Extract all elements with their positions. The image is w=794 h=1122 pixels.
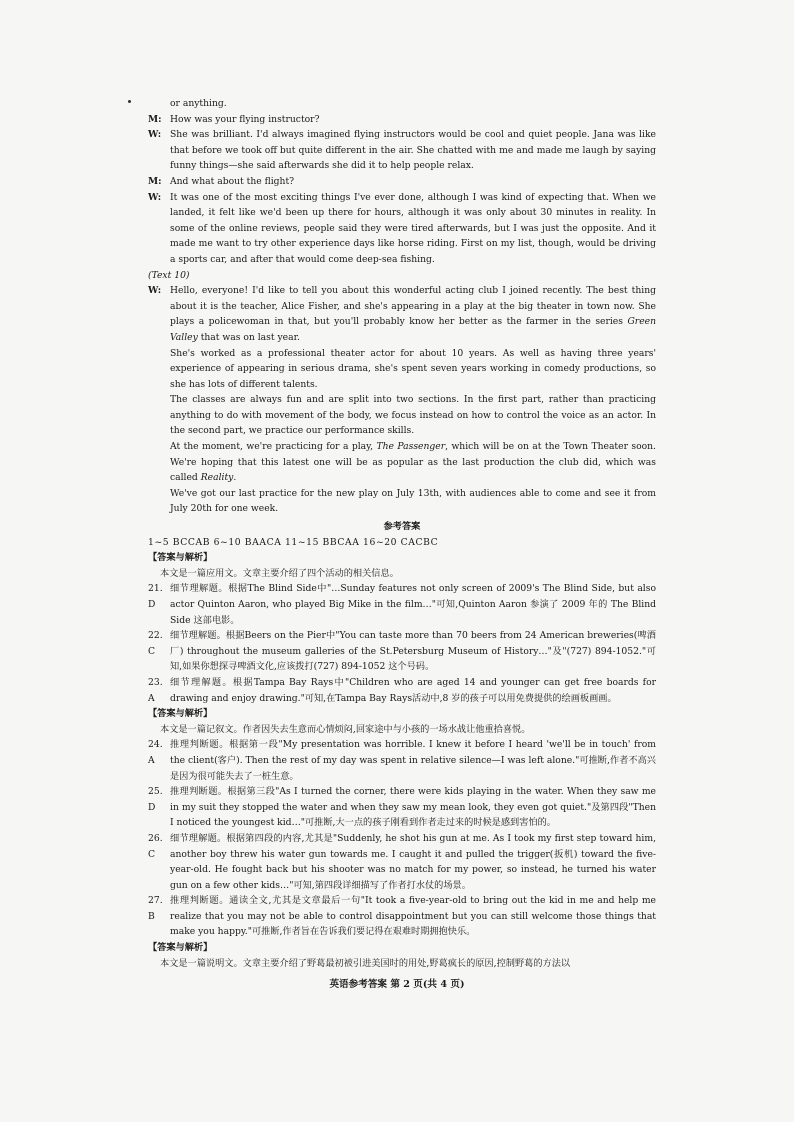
text-10-label: (Text 10)	[148, 269, 190, 281]
text-10-para-3: The classes are always fun and are split into two sections. In the first part, rather than practicing anything to do with movement of the body, we focus instead on how to control the voice as an actor. In the second part, we practice our performance skills.	[170, 394, 656, 437]
last-tail: .	[233, 472, 237, 484]
page-content	[148, 96, 656, 971]
question-number: 24. A	[148, 739, 163, 766]
transcript-text: or anything.	[170, 98, 227, 109]
answers-title: 参考答案	[383, 521, 421, 533]
last-production-name: Reality	[200, 472, 234, 484]
question-number: 21. D	[148, 583, 163, 610]
play-name: The Passenger	[376, 441, 446, 453]
text-10-paragraph	[148, 283, 656, 345]
question-25	[148, 784, 656, 831]
transcript-line	[148, 96, 656, 112]
question-explanation: 推理判断题。根据第一段"My presentation was horrible. I knew it before I heard 'we'll be in touch' from the client(客户). Then the rest of my day was spent in relative silence—I was left alone."可推断,作者不高兴是因为很可能失去了一桩生意。	[170, 739, 656, 782]
text-10-intro	[170, 283, 656, 345]
section-heading: 【答案与解析】	[148, 942, 213, 954]
question-explanation: 推理判断题。通读全文,尤其是文章最后一句"It took a five-year-old to bring out the kid in me and help me realize that you may not be able to control disappointment but you can still welcome those things that make you happy."可推断,作者旨在告诉我们要记得在艰难时期拥抱快乐。	[170, 895, 656, 938]
section-heading: 【答案与解析】	[148, 708, 213, 720]
section-intro: 本文是一篇记叙文。作者因失去生意而心情烦闷,回家途中与小孩的一场水战让他重拾喜悦。	[160, 723, 531, 735]
question-27	[148, 893, 656, 940]
question-number: 23. A	[148, 676, 163, 704]
text-10-para-4	[148, 439, 656, 486]
transcript-line	[148, 127, 656, 174]
question-explanation: 细节理解题。根据第四段的内容,尤其是"Suddenly, he shot his gun at me. As I took my first step toward him, another boy threw his water gun towards me. I caught it and pulled the trigger(扳机) toward the five-year-old. He fought back but his shooter was no match for my power, so instead, he turned his water gun on a few other kids…"可知,第四段详细描写了作者打水仗的场景。	[170, 832, 656, 891]
section-intro: 本文是一篇说明文。文章主要介绍了野葛最初被引进美国时的用处,野葛疯长的原因,控制野葛的方法以	[160, 957, 571, 969]
question-21	[148, 581, 656, 628]
transcript-line	[148, 174, 656, 190]
page-footer: 英语参考答案 第 2 页(共 4 页)	[329, 979, 465, 990]
bullet-dot	[128, 100, 131, 103]
speaker-label: W:	[148, 285, 162, 297]
section-heading: 【答案与解析】	[148, 552, 213, 564]
series-tail: that was on last year.	[197, 331, 300, 343]
answer-keys: 1~5 BCCAB 6~10 BAACA 11~15 BBCAA 16~20 CACBC	[148, 536, 439, 548]
transcript-line	[148, 112, 656, 128]
play-tail: , which will be on at the Town Theater soon. We're hoping that this latest one will be as popular as the last production the club did, which was called	[170, 441, 656, 484]
section-intro: 本文是一篇应用文。文章主要介绍了四个活动的相关信息。	[160, 567, 399, 579]
question-explanation: 细节理解题。根据Tampa Bay Rays中"Children who are aged 14 and younger can get free boards for drawing and enjoy drawing."可知,在Tampa Bay Rays活动中,8 岁的孩子可以用免费提供的绘画板画画。	[170, 676, 656, 704]
transcript-text: And what about the flight?	[170, 175, 295, 187]
question-23	[148, 675, 656, 706]
transcript-line	[148, 190, 656, 268]
text-10-para-1: Hello, everyone! I'd like to tell you about this wonderful acting club I joined recently. The best thing about it is the teacher, Alice Fisher, and she's appearing in a play at the big theater in town now. She plays a policewoman in that, but you'll probably know her better as the farmer in the series	[170, 285, 656, 328]
question-26	[148, 831, 656, 893]
transcript-text: She was brilliant. I'd always imagined flying instructors would be cool and quiet people. Jana was like that before we took off but quite different in the air. She chatted with me and made me laugh by saying funny things—she said afterwards she did it to help people relax.	[170, 129, 656, 172]
text-10-para-2: She's worked as a professional theater actor for about 10 years. As well as having three years' experience of appearing in serious drama, she's spent seven years working in comedy productions, so she has lots of different talents.	[170, 347, 656, 390]
question-explanation: 细节理解题。根据The Blind Side中"…Sunday features not only screen of 2009's The Blind Side, but also actor Quinton Aaron, who played Big Mike in the film…"可知,Quinton Aaron 参演了 2009 年的 The Blind Side 这部电影。	[170, 583, 656, 626]
question-number: 26. C	[148, 832, 163, 860]
speaker-label: W:	[148, 191, 162, 203]
transcript-text: How was your flying instructor?	[170, 113, 320, 125]
speaker-label: W:	[148, 129, 162, 141]
text-10-para-4-start: At the moment, we're practicing for a play,	[170, 441, 377, 453]
question-22	[148, 628, 656, 675]
text-10-para-5: We've got our last practice for the new play on July 13th, with audiences able to come and see it from July 20th for one week.	[170, 487, 656, 515]
transcript-text: It was one of the most exciting things I've ever done, although I was kind of expecting that. When we landed, it felt like we'd been up there for hours, although it was only about 30 minutes in reality. In some of the online reviews, people said they were tired afterwards, but I was just the opposite. And it made me want to try other experience days like horse riding. First on my list, though, would be driving a sports car, and after that would come deep-sea fishing.	[170, 191, 656, 265]
question-number: 27. B	[148, 895, 163, 922]
speaker-label: M:	[148, 113, 162, 125]
series-name: Green Valley	[170, 316, 656, 343]
question-number: 25. D	[148, 786, 163, 813]
question-explanation: 细节理解题。根据Beers on the Pier中"You can taste more than 70 beers from 24 American breweries(啤酒厂) throughout the museum galleries of the St.Petersburg Museum of History…"及"(727) 894-1052."可知,如果你想探寻啤酒文化,应该拨打(727) 894-1052 这个号码。	[170, 630, 656, 673]
question-explanation: 推理判断题。根据第三段"As I turned the corner, there were kids playing in the water. When they saw me in my suit they stopped the water and when they saw my mean look, they even got quiet."及第四段"Then I noticed the youngest kid…"可推断,大一点的孩子刚看到作者走过来的时候是感到害怕的。	[170, 786, 656, 829]
speaker-label: M:	[148, 175, 162, 187]
question-number: 22. C	[148, 630, 163, 657]
question-24	[148, 737, 656, 784]
